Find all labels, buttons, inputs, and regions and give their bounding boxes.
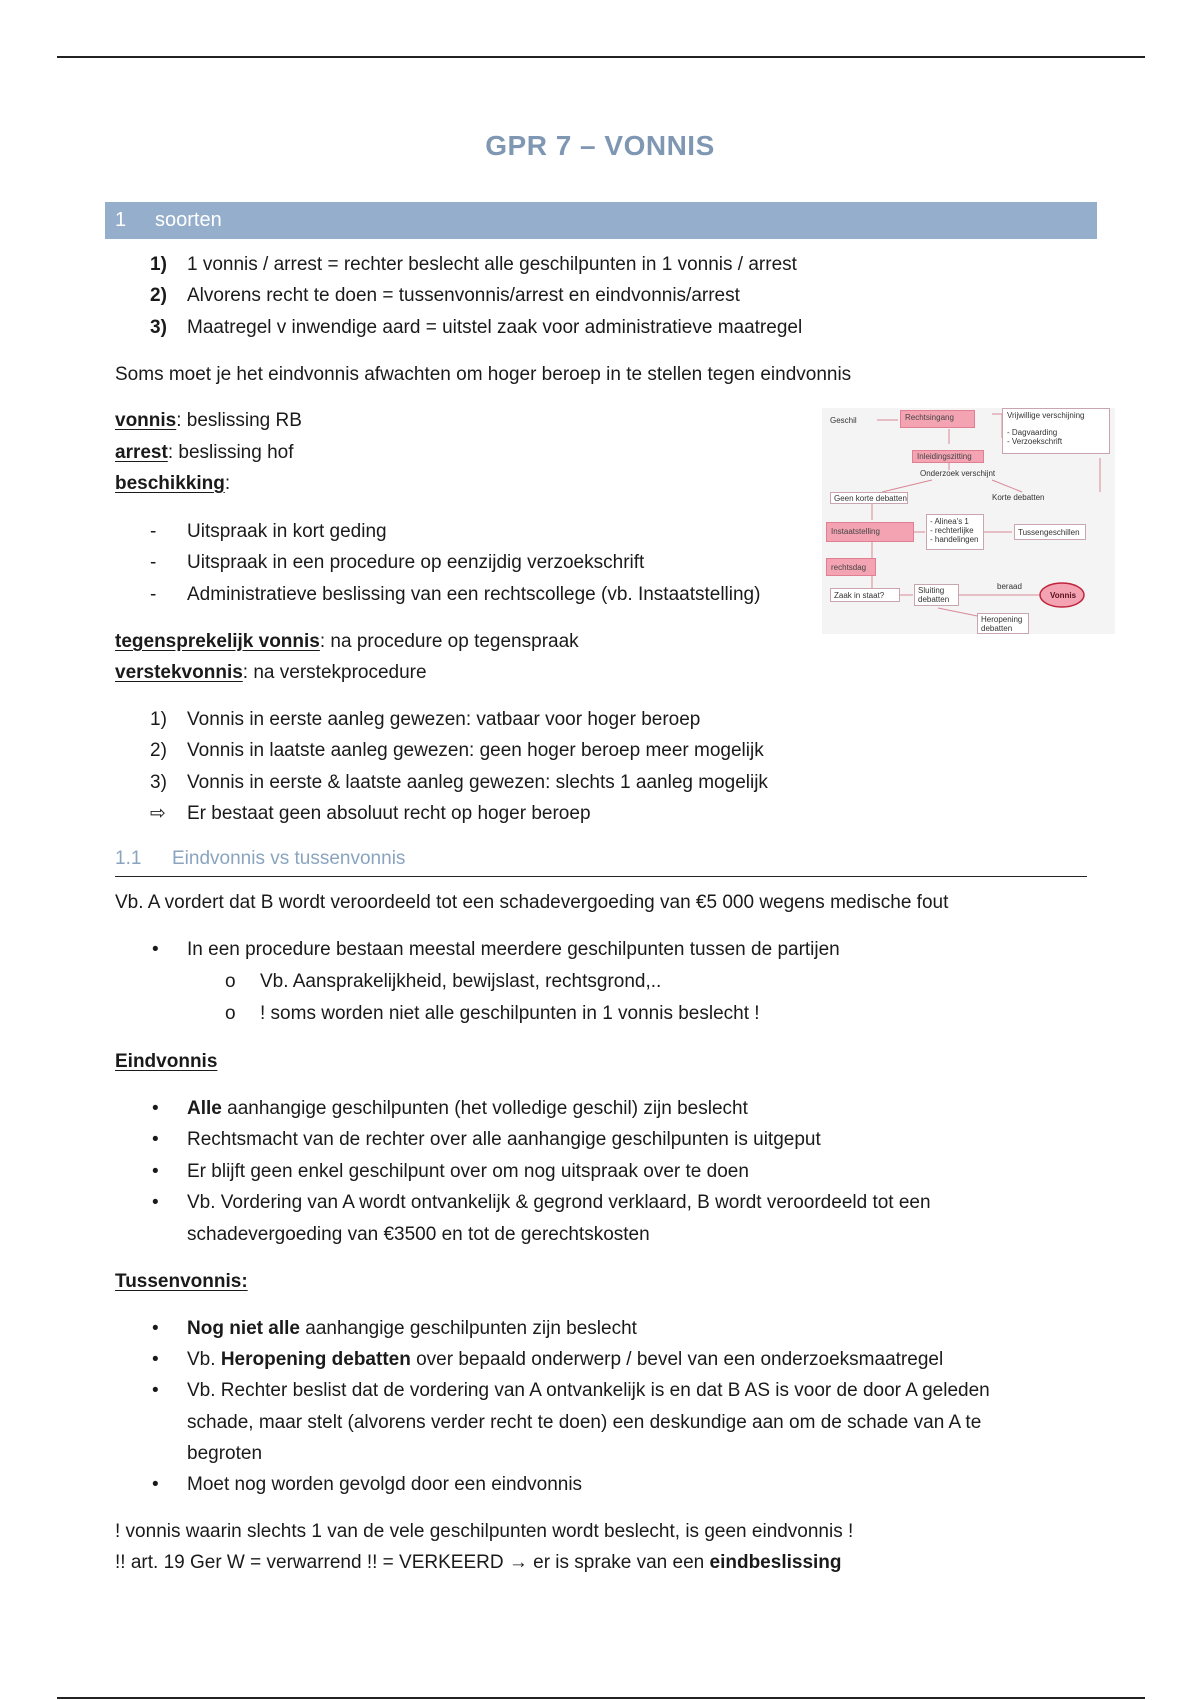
list-number: 2): [150, 740, 167, 761]
definition-text: : na procedure op tegenspraak: [319, 631, 579, 652]
list-number: 3): [150, 317, 167, 338]
subsection-heading: [115, 848, 1087, 877]
list-item: 1 vonnis / arrest = rechter beslecht alle geschilpunten in 1 vonnis / arrest: [187, 254, 797, 275]
list-item: Er bestaat geen absoluut recht op hoger beroep: [187, 803, 591, 824]
diagram-node-zaak-in-staat: Zaak in staat?: [830, 588, 900, 602]
list-item: Uitspraak in een procedure op eenzijdig verzoekschrift: [187, 552, 645, 573]
list-item: Vb. Vordering van A wordt ontvankelijk & gegrond verklaard, B wordt veroordeeld tot een: [187, 1192, 931, 1213]
footer-rule: [57, 1697, 1145, 1699]
bullet-marker: •: [152, 1129, 159, 1150]
arrow-marker: ⇨: [150, 803, 166, 824]
bold-text: Nog niet alle: [187, 1318, 300, 1339]
text: !! art. 19 Ger W = verwarrend !! = VERKEERD: [115, 1552, 509, 1573]
dash-marker: -: [150, 552, 157, 573]
diagram-node-rechtsingang: Rechtsingang: [900, 410, 975, 428]
bullet-marker: •: [152, 1380, 159, 1401]
note: [115, 1551, 842, 1575]
heading-eindvonnis: Eindvonnis: [115, 1051, 218, 1072]
term: beschikking: [115, 473, 225, 494]
term: tegensprekelijk vonnis: [115, 631, 320, 652]
heading-tussenvonnis: Tussenvonnis:: [115, 1271, 248, 1292]
bullet-marker: •: [152, 1474, 159, 1495]
subsection-label: Eindvonnis vs tussenvonnis: [172, 848, 406, 869]
definition-text: : na verstekprocedure: [242, 662, 427, 683]
bold-text: eindbeslissing: [709, 1552, 842, 1573]
diagram-text: - Verzoekschrift: [1007, 437, 1063, 446]
definition-verstek: [115, 661, 427, 685]
diagram-label-onderzoek: Onderzoek verschijnt: [920, 469, 996, 478]
list-item: [187, 1348, 943, 1372]
diagram-node-vrijwillige: [1002, 408, 1110, 454]
list-item-continued: schade, maar stelt (alvorens verder recht te doen) een deskundige aan om de schade van A te: [187, 1412, 982, 1433]
bullet-marker: •: [152, 1161, 159, 1182]
definition-tegensprekelijk: [115, 630, 579, 654]
definition-text: :: [224, 473, 231, 494]
text: aanhangige geschilpunten (het volledige geschil) zijn beslecht: [221, 1098, 748, 1119]
definition-vonnis: [115, 409, 302, 433]
definition-beschikking: [115, 472, 230, 496]
dash-marker: -: [150, 521, 157, 542]
list-item: Maatregel v inwendige aard = uitstel zaak voor administratieve maatregel: [187, 317, 803, 338]
list-item: Administratieve beslissing van een rechtscollege (vb. Instaatstelling): [187, 584, 761, 605]
list-item-continued: begroten: [187, 1443, 263, 1464]
list-number: 3): [150, 772, 167, 793]
list-item: [187, 1097, 748, 1121]
bullet-marker: •: [152, 1318, 159, 1339]
bold-text: Alle: [187, 1098, 222, 1119]
list-item: In een procedure bestaan meestal meerdere geschilpunten tussen de partijen: [187, 939, 840, 960]
term: vonnis: [115, 410, 177, 431]
term: verstekvonnis: [115, 662, 243, 683]
section-label: soorten: [155, 209, 222, 231]
section-heading-soorten: [105, 202, 1097, 239]
diagram-label-geschil: Geschil: [830, 416, 857, 425]
list-number: 2): [150, 285, 167, 306]
diagram-node-sluiting: [914, 584, 959, 606]
list-item: Vonnis in laatste aanleg gewezen: geen hoger beroep meer mogelijk: [187, 740, 764, 761]
list-item: Vonnis in eerste & laatste aanleg gewezen: slechts 1 aanleg mogelijk: [187, 772, 768, 793]
list-number: 1): [150, 254, 167, 275]
diagram-text: Vrijwillige verschijning: [1007, 411, 1085, 420]
list-item: Vonnis in eerste aanleg gewezen: vatbaar voor hoger beroep: [187, 709, 701, 730]
text: Vb.: [187, 1349, 221, 1370]
note: ! vonnis waarin slechts 1 van de vele geschilpunten wordt beslecht, is geen eindvonnis !: [115, 1521, 854, 1542]
diagram-node-heropening: [977, 613, 1029, 634]
bold-text: Heropening debatten: [220, 1349, 411, 1370]
list-item: Vb. Rechter beslist dat de vordering van A ontvankelijk is en dat B AS is voor de door A geleden: [187, 1380, 990, 1401]
text: over bepaald onderwerp / bevel van een onderzoeksmaatregel: [410, 1349, 944, 1370]
sub-list-item: Vb. Aansprakelijkheid, bewijslast, rechtsgrond,..: [260, 971, 662, 992]
diagram-text: debatten: [981, 624, 1013, 633]
sub-list-item: ! soms worden niet alle geschilpunten in 1 vonnis beslecht !: [260, 1003, 760, 1024]
diagram-node-inleidingszitting: Inleidingszitting: [912, 450, 984, 463]
definition-arrest: [115, 441, 294, 465]
list-item: Rechtsmacht van de rechter over alle aanhangige geschilpunten is uitgeput: [187, 1129, 821, 1150]
section-number: 1: [115, 209, 127, 231]
list-item: [187, 1317, 637, 1341]
diagram-node-instaatstelling: Instaatstelling: [826, 522, 914, 542]
list-item-continued: schadevergoeding van €3500 en tot de gerechtskosten: [187, 1224, 650, 1245]
bullet-marker: •: [152, 1192, 159, 1213]
list-item: Er blijft geen enkel geschilpunt over om nog uitspraak over te doen: [187, 1161, 749, 1182]
diagram-text: - handelingen: [930, 535, 979, 544]
text: aanhangige geschilpunten zijn beslecht: [299, 1318, 637, 1339]
subsection-number: 1.1: [115, 848, 142, 869]
list-item: Uitspraak in kort geding: [187, 521, 387, 542]
diagram-text: - Alinea's 1: [930, 517, 969, 526]
list-item: Moet nog worden gevolgd door een eindvonnis: [187, 1474, 583, 1495]
page-title: GPR 7 – VONNIS: [485, 130, 715, 161]
definition-text: : beslissing RB: [176, 410, 302, 431]
diagram-label-korte: Korte debatten: [992, 493, 1045, 502]
diagram-node-rechtsdag: rechtsdag: [826, 558, 876, 576]
bullet-marker: •: [152, 1349, 159, 1370]
procedure-diagram: [822, 408, 1115, 634]
diagram-node-geen-korte: Geen korte debatten: [830, 492, 908, 504]
text: er is sprake van een: [527, 1552, 710, 1573]
list-item: Alvorens recht te doen = tussenvonnis/arrest en eindvonnis/arrest: [187, 285, 740, 306]
definition-text: : beslissing hof: [167, 442, 294, 463]
sub-bullet-marker: o: [225, 971, 236, 992]
term: arrest: [115, 442, 168, 463]
dash-marker: -: [150, 584, 157, 605]
diagram-node-alineas: [926, 514, 984, 550]
example-paragraph: Vb. A vordert dat B wordt veroordeeld tot een schadevergoeding van €5 000 wegens medische fout: [115, 892, 949, 913]
diagram-text: Heropening: [981, 615, 1023, 624]
diagram-node-tussengeschillen: Tussengeschillen: [1014, 524, 1086, 540]
header-rule: [57, 56, 1145, 58]
diagram-node-vonnis: Vonnis: [1050, 591, 1077, 600]
diagram-text: debatten: [918, 595, 950, 604]
diagram-text: - Dagvaarding: [1007, 428, 1058, 437]
diagram-text: - rechterlijke: [930, 526, 974, 535]
list-number: 1): [150, 709, 167, 730]
bullet-marker: •: [152, 939, 159, 960]
diagram-text: Sluiting: [918, 586, 945, 595]
arrow-icon: →: [508, 1552, 528, 1573]
paragraph: Soms moet je het eindvonnis afwachten om hoger beroep in te stellen tegen eindvonnis: [115, 364, 852, 385]
bullet-marker: •: [152, 1098, 159, 1119]
diagram-label-beraad: beraad: [997, 582, 1022, 591]
sub-bullet-marker: o: [225, 1003, 236, 1024]
